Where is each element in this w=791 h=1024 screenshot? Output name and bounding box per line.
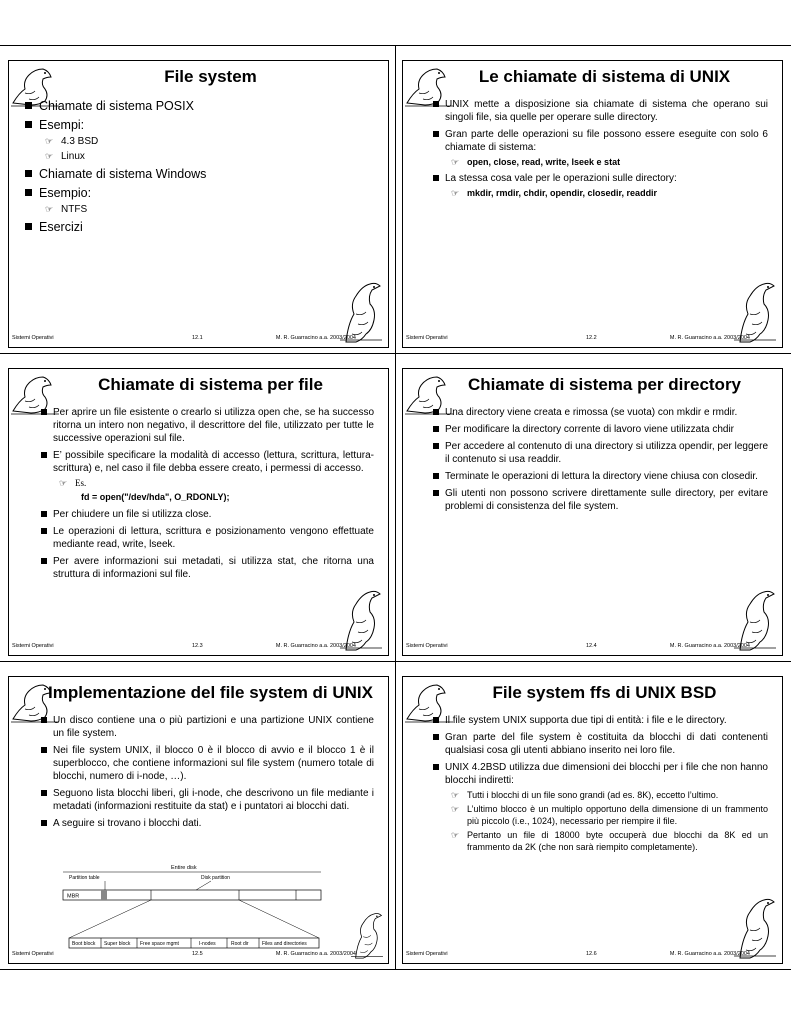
boot-block-label: Boot block xyxy=(72,941,96,947)
footer-author: M. R. Guarracino a.a. 2003/2004 xyxy=(275,643,356,649)
bullet-item: La stessa cosa vale per le operazioni sulle directory: ☞ mkdir, rmdir, chdir, opendir, closedir, readdir xyxy=(431,172,768,199)
pointing-hand-icon: ☞ xyxy=(451,804,460,814)
slide-5 xyxy=(8,676,389,964)
bullet-item: Gran parte del file system è costituita da blocchi di dati contenenti qualsiasi cosa gli utenti abbiano inserito nei loro file. xyxy=(431,731,768,757)
disk-partition-label: Disk partition xyxy=(201,875,230,881)
pointing-hand-icon: ☞ xyxy=(451,790,460,800)
bullet-item: Il file system UNIX supporta due tipi di entità: i file e le directory. xyxy=(431,714,768,727)
slide-1 xyxy=(8,60,389,348)
bullet-item: E’ possibile specificare la modalità di accesso (lettura, scrittura, lettura-scrittura) e, nel caso il file debba essere creato, i permessi di accesso. ☞ Es. fd = open("/dev/hda", O_RDONLY); xyxy=(39,449,374,504)
footer-author: M. R. Guarracino a.a. 2003/2004 xyxy=(669,643,750,649)
bullet-item: Esercizi xyxy=(23,219,374,235)
bullet-item: Per accedere al contenuto di una directory si utilizza opendir, per leggere il contenuto si usa readdir. xyxy=(431,440,768,466)
footer-page-number: 12.1 xyxy=(192,335,203,341)
pointing-hand-icon: ☞ xyxy=(45,151,54,161)
bullet-item: Nei file system UNIX, il blocco 0 è il blocco di avvio e il blocco 1 è il superblocco, che contiene informazioni sul file system (numero totale di blocchi, numero di i-node, …). xyxy=(39,744,374,783)
bullet-item: Esempio: ☞ NTFS xyxy=(23,185,374,216)
bullet-item: Una directory viene creata e rimossa (se vuota) con mkdir e rmdir. xyxy=(431,406,768,419)
slide-footer xyxy=(406,643,776,652)
sub-item: ☞ Es. xyxy=(59,478,87,488)
bullet-item: Per avere informazioni sui metadati, si utilizza stat, che ritorna una struttura di informazioni sul file. xyxy=(39,555,374,581)
bullet-item: Per aprire un file esistente o crearlo si utilizza open che, se ha successo ritorna un intero non negativo, il descrittore del file, utilizzato per tutte le successive operazioni sul file. xyxy=(39,406,374,445)
code-example: fd = open("/dev/hda", O_RDONLY); xyxy=(81,492,230,502)
bullet-item: Per chiudere un file si utilizza close. xyxy=(39,508,374,521)
footer-author: M. R. Guarracino a.a. 2003/2004 xyxy=(669,335,750,341)
pointing-hand-icon: ☞ xyxy=(451,188,460,198)
sub-item: ☞ Linux xyxy=(45,151,85,162)
footer-page-number: 12.3 xyxy=(192,643,203,649)
sub-item: ☞ 4.3 BSD xyxy=(45,136,99,147)
pointing-hand-icon: ☞ xyxy=(45,204,54,214)
slide-content xyxy=(431,98,768,203)
slide-content xyxy=(431,406,768,517)
slide-title: Chiamate di sistema per file xyxy=(98,375,323,394)
mbr-label: MBR xyxy=(67,893,80,900)
sub-item: ☞ mkdir, rmdir, chdir, opendir, closedir, readdir xyxy=(451,188,658,198)
disk-layout-diagram xyxy=(61,862,323,952)
footer-course: Sistemi Operativi xyxy=(12,643,54,649)
bullet-item: Un disco contiene una o più partizioni e una partizione UNIX contiene un file system. xyxy=(39,714,374,740)
slide-footer xyxy=(12,643,382,652)
slide-3 xyxy=(8,368,389,656)
pointing-hand-icon: ☞ xyxy=(59,478,68,488)
free-space-mgmt-label: Free space mgmt xyxy=(140,941,179,947)
footer-course: Sistemi Operativi xyxy=(406,951,448,957)
entire-disk-label: Entire disk xyxy=(171,865,197,871)
bullet-item: Chiamate di sistema Windows xyxy=(23,166,374,182)
footer-page-number: 12.5 xyxy=(192,951,203,957)
bullet-item: Per modificare la directory corrente di lavoro viene utilizzata chdir xyxy=(431,423,768,436)
partition-table-label: Partition table xyxy=(69,875,100,881)
bullet-item: Seguono lista blocchi liberi, gli i-node, che descrivono un file mediante i metadati (informazioni restituite da stat) e i puntatori ai blocchi dati. xyxy=(39,787,374,813)
slide-footer xyxy=(12,951,382,960)
pointing-hand-icon: ☞ xyxy=(451,830,460,840)
sub-item: ☞ open, close, read, write, lseek e stat xyxy=(451,157,621,167)
footer-course: Sistemi Operativi xyxy=(12,335,54,341)
footer-course: Sistemi Operativi xyxy=(406,335,448,341)
bullet-item: Gran parte delle operazioni su file possono essere eseguite con solo 6 chiamate di sistema: ☞ open, close, read, write, lseek e stat xyxy=(431,128,768,168)
slide-content xyxy=(23,98,374,238)
footer-course: Sistemi Operativi xyxy=(406,643,448,649)
slide-footer xyxy=(406,951,776,960)
pointing-hand-icon: ☞ xyxy=(45,136,54,146)
slide-content xyxy=(39,406,374,585)
bullet-item: Chiamate di sistema POSIX xyxy=(23,98,374,114)
slide-title: File system xyxy=(164,67,257,86)
super-block-label: Super block xyxy=(104,941,131,947)
bullet-item: UNIX mette a disposizione sia chiamate di sistema che operano sui singoli file, sia quelle per operare sulle directory. xyxy=(431,98,768,124)
slide-footer xyxy=(406,335,776,344)
bullet-item: Terminate le operazioni di lettura la directory viene chiusa con closedir. xyxy=(431,470,768,483)
pointing-hand-icon: ☞ xyxy=(451,157,460,167)
slide-2 xyxy=(402,60,783,348)
footer-page-number: 12.4 xyxy=(586,643,597,649)
root-dir-label: Root dir xyxy=(231,941,249,947)
slide-4 xyxy=(402,368,783,656)
files-and-directories-label: Files and directories xyxy=(262,941,307,947)
slide-6 xyxy=(402,676,783,964)
bullet-item: Le operazioni di lettura, scrittura e posizionamento vengono effettuate mediante read, write, lseek. xyxy=(39,525,374,551)
slide-content xyxy=(39,714,374,834)
page-border-vertical xyxy=(395,45,396,969)
footer-author: M. R. Guarracino a.a. 2003/2004 xyxy=(669,951,750,957)
footer-page-number: 12.2 xyxy=(586,335,597,341)
sub-item: ☞ Pertanto un file di 18000 byte occuperà due blocchi da 8K ed un frammento da 2K (che non sarà riempito completamente). xyxy=(451,830,768,852)
footer-course: Sistemi Operativi xyxy=(12,951,54,957)
i-nodes-label: I-nodes xyxy=(199,941,216,947)
bullet-item: Gli utenti non possono scrivere direttamente sulle directory, per evitare problemi di consistenza del file system. xyxy=(431,487,768,513)
bullet-item: Esempi: ☞ 4.3 BSD ☞ Linux xyxy=(23,117,374,163)
slide-title: Le chiamate di sistema di UNIX xyxy=(478,67,731,86)
slide-content xyxy=(431,714,768,857)
sub-item: ☞ NTFS xyxy=(45,204,88,215)
sub-item: ☞ Tutti i blocchi di un file sono grandi (ad es. 8K), eccetto l’ultimo. xyxy=(451,790,719,800)
footer-author: M. R. Guarracino a.a. 2003/2004 xyxy=(275,335,356,341)
page-border-bottom xyxy=(0,969,791,970)
footer-page-number: 12.6 xyxy=(586,951,597,957)
bullet-item: UNIX 4.2BSD utilizza due dimensioni dei blocchi per i file che non hanno blocchi indiretti: ☞ Tutti i blocchi di un file sono grandi (ad es. 8K), eccetto l’ultimo. ☞ L’ultimo blocco è un multiplo opportuno della dimensione di un frammento più piccolo (i.e., 1024), necessario per riempire il file. ☞ Pertanto un file di 18000 byte occuperà due blocchi da 8K ed un frammento da 2K (che non sarà riempito completamente). xyxy=(431,761,768,853)
slide-title: File system ffs di UNIX BSD xyxy=(492,683,717,702)
footer-author: M. R. Guarracino a.a. 2003/2004 xyxy=(275,951,356,957)
slide-title: Chiamate di sistema per directory xyxy=(467,375,742,394)
partition-table-block xyxy=(101,890,107,900)
slide-title: Implementazione del file system di UNIX xyxy=(48,683,373,702)
sub-item: ☞ L’ultimo blocco è un multiplo opportuno della dimensione di un frammento più piccolo (i.e., 1024), necessario per riempire il file. xyxy=(451,804,768,826)
bullet-item: A seguire si trovano i blocchi dati. xyxy=(39,817,374,830)
slide-footer xyxy=(12,335,382,344)
